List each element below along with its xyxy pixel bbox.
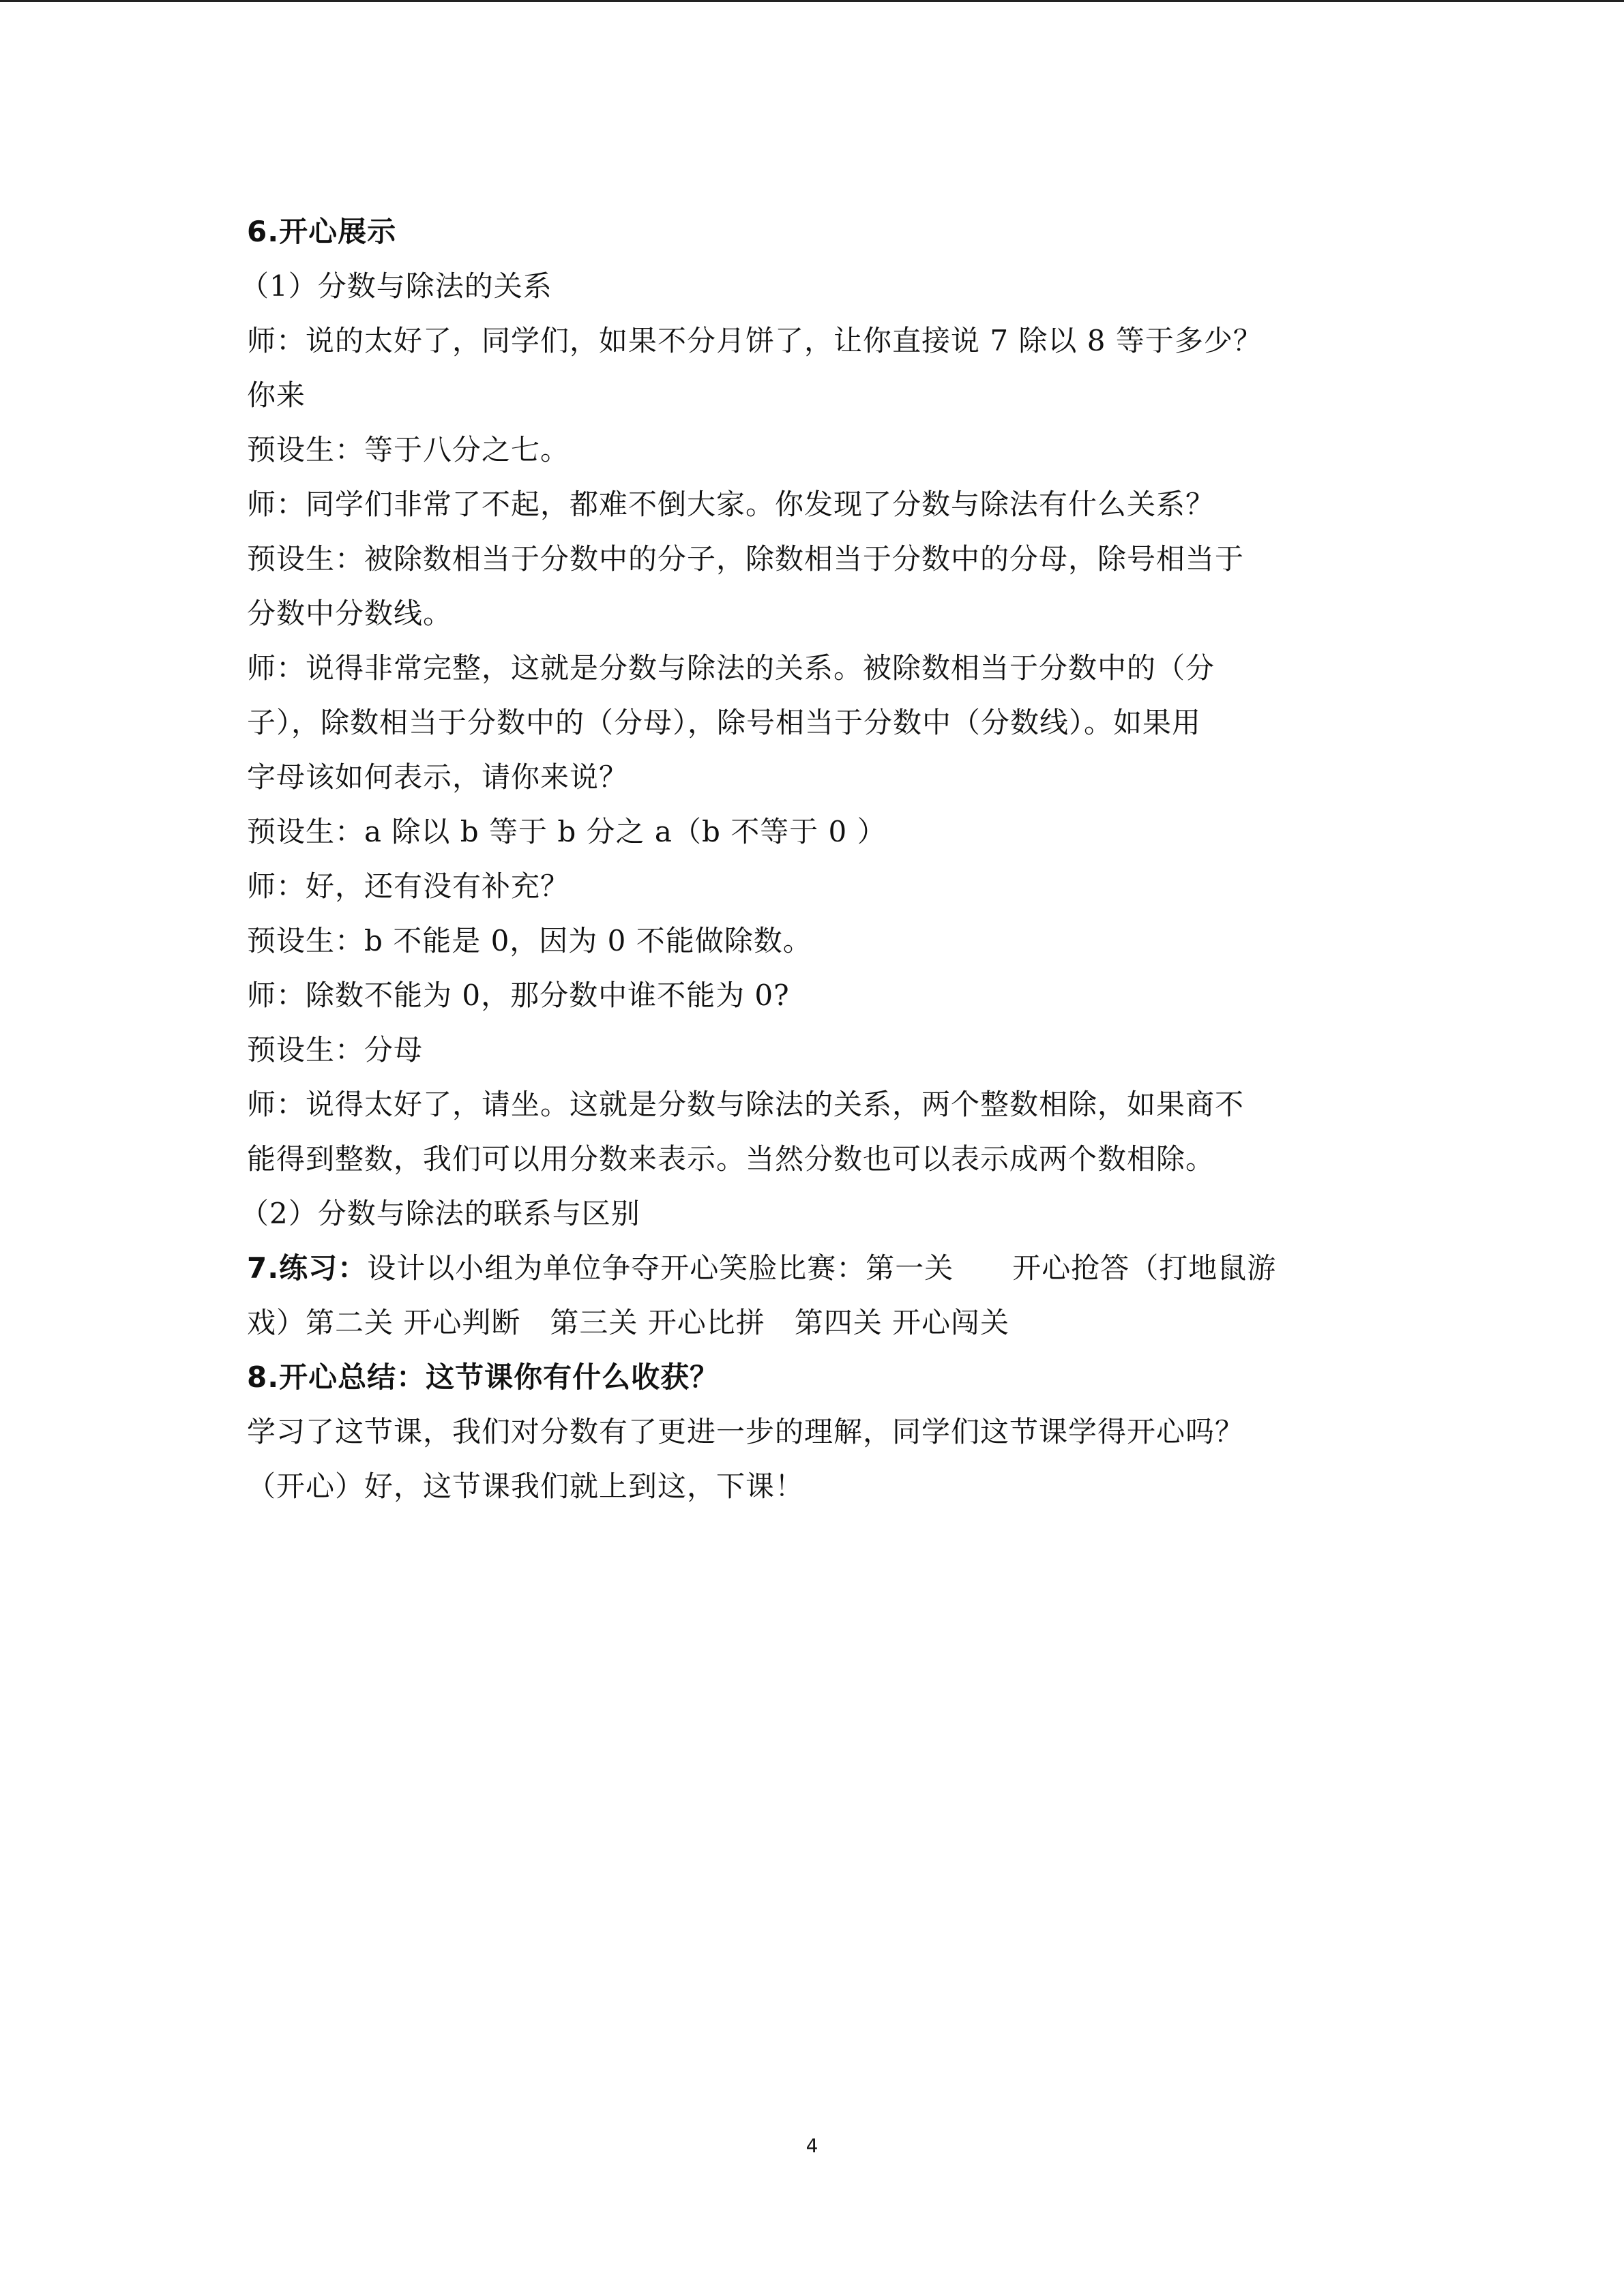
paragraph-line: 预设生：被除数相当于分数中的分子，除数相当于分数中的分母，除号相当于	[247, 542, 1245, 576]
paragraph-line: 预设生：a 除以 b 等于 b 分之 a（b 不等于 0 ）	[247, 815, 887, 848]
paragraph-line: （开心）好，这节课我们就上到这，下课！	[247, 1470, 805, 1503]
section-heading-8: 8.开心总结：这节课你有什么收获？	[247, 1360, 720, 1394]
paragraph-line: 字母该如何表示，请你来说？	[247, 760, 629, 794]
paragraph-line: 师：说的太好了，同学们，如果不分月饼了，让你直接说 7 除以 8 等于多少？	[247, 324, 1263, 357]
paragraph-line: 子），除数相当于分数中的（分母），除号相当于分数中（分数线）。如果用	[247, 706, 1202, 739]
page-top-border	[0, 0, 1624, 2]
practice-line	[247, 1241, 1386, 1296]
subsection-heading-2: （2）分数与除法的联系与区别	[240, 1197, 640, 1230]
paragraph-line: 师：说得非常完整，这就是分数与除法的关系。被除数相当于分数中的（分	[247, 651, 1215, 685]
paragraph-line: 学习了这节课，我们对分数有了更进一步的理解，同学们这节课学得开心吗？	[247, 1415, 1245, 1448]
page-number: 4	[806, 2134, 818, 2157]
practice-label: 7.练习：	[247, 1251, 368, 1285]
section-heading-6: 6.开心展示	[247, 215, 397, 248]
paragraph-line: 你来	[247, 378, 306, 412]
document-body	[240, 205, 1386, 1514]
paragraph-line: 师：同学们非常了不起，都难不倒大家。你发现了分数与除法有什么关系？	[247, 488, 1215, 521]
paragraph-line: 师：说得太好了，请坐。这就是分数与除法的关系，两个整数相除，如果商不	[247, 1088, 1245, 1121]
paragraph-line: 戏）第二关 开心判断 第三关 开心比拼 第四关 开心闯关	[247, 1306, 1010, 1339]
subsection-heading-1: （1）分数与除法的关系	[240, 269, 552, 303]
paragraph-line: 预设生：分母	[247, 1033, 424, 1067]
paragraph-line: 预设生：b 不能是 0，因为 0 不能做除数。	[247, 924, 812, 957]
paragraph-line: 能得到整数，我们可以用分数来表示。当然分数也可以表示成两个数相除。	[247, 1142, 1215, 1176]
practice-text: 设计以小组为单位争夺开心笑脸比赛：第一关 开心抢答（打地鼠游	[367, 1251, 1277, 1285]
paragraph-line: 师：除数不能为 0，那分数中谁不能为 0?	[247, 979, 790, 1012]
paragraph-line: 分数中分数线。	[247, 597, 453, 630]
paragraph-line: 预设生：等于八分之七。	[247, 433, 570, 466]
paragraph-line: 师：好，还有没有补充？	[247, 869, 570, 903]
